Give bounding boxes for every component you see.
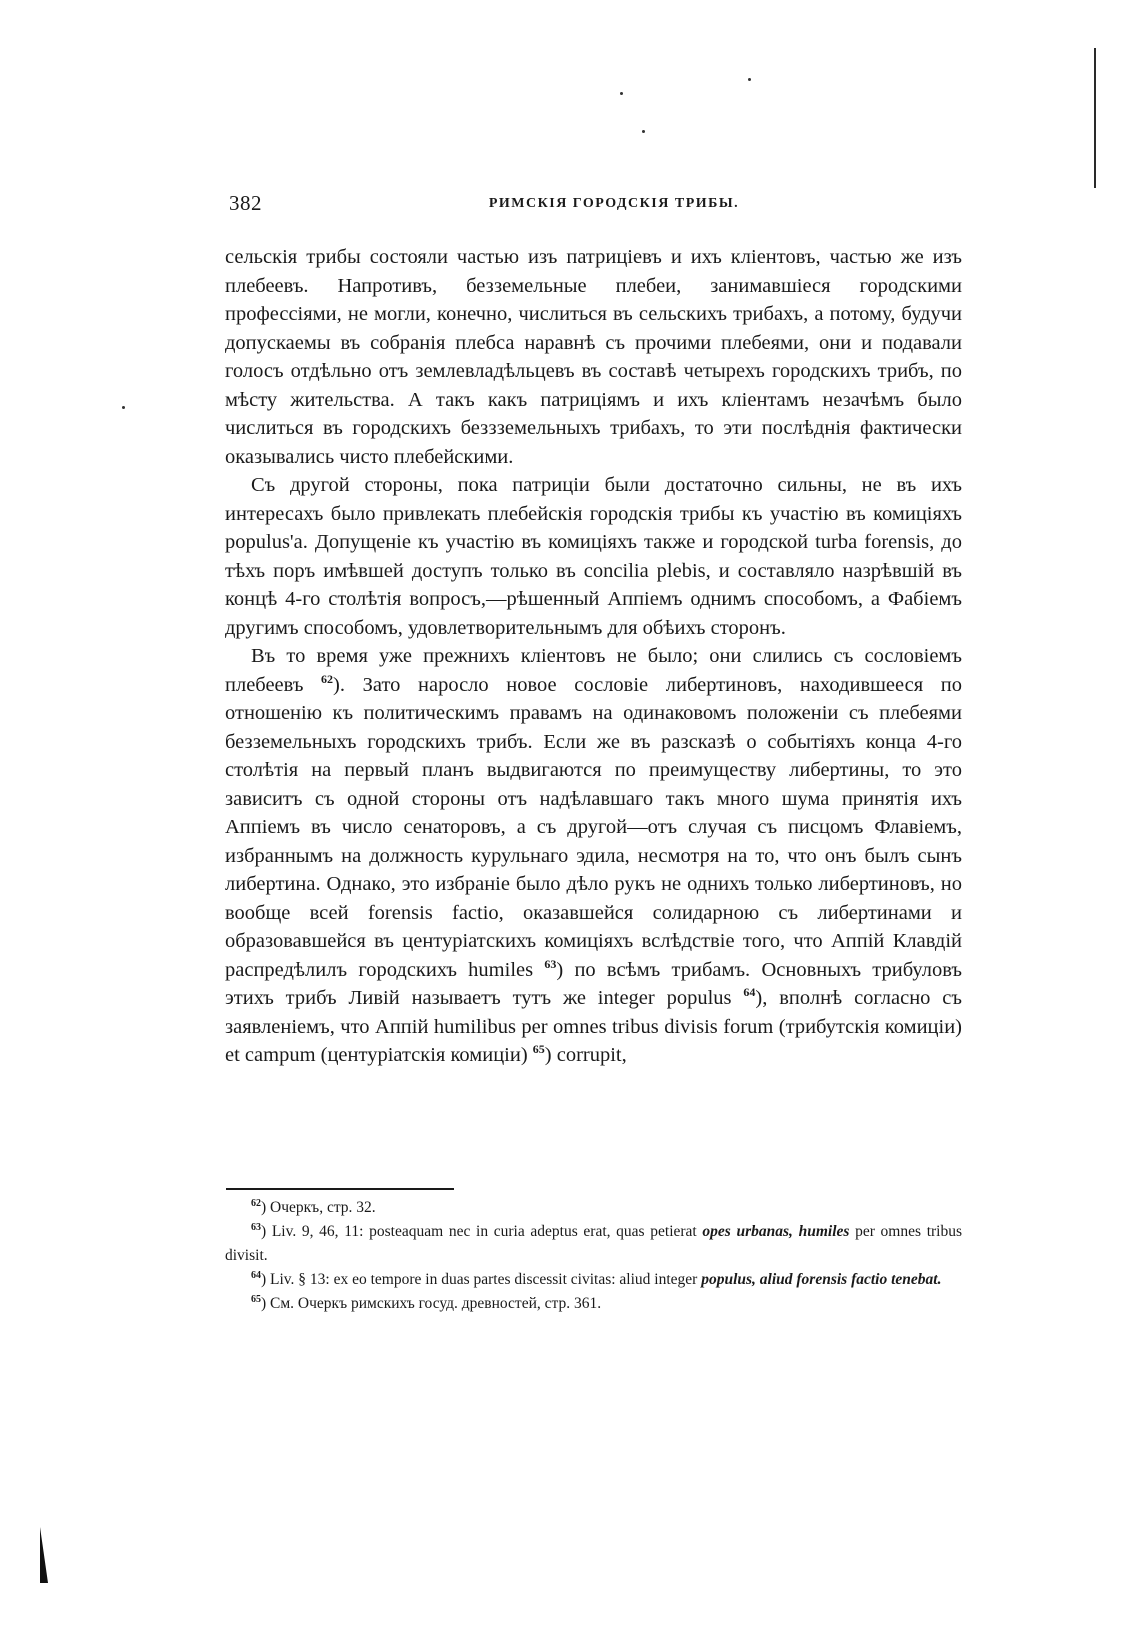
scan-edge-line xyxy=(1094,48,1096,188)
footnote xyxy=(225,1292,962,1316)
footnote-ref: 62 xyxy=(321,671,334,686)
footnote-separator xyxy=(226,1188,454,1190)
scan-speck xyxy=(620,92,623,95)
paragraph-text: ), вполнѣ согласно съ заявленіемъ, что Аппій humilibus per omnes tribus divisis forum (трибутскія комиціи) et campum (центуріатскія комиціи) xyxy=(225,987,963,1066)
scan-speck xyxy=(642,130,645,133)
paragraph-text: ) corrupit, xyxy=(544,1044,627,1066)
paragraph-text: ) по всѣмъ трибамъ. Основныхъ трибуловъ этихъ трибъ Ливій называетъ тутъ же integer populus xyxy=(225,958,962,1009)
main-text xyxy=(225,243,962,1070)
scan-speck xyxy=(122,406,125,409)
footnotes xyxy=(225,1196,962,1316)
footnote-number: 62 xyxy=(251,1198,261,1209)
running-title: РИМСКIЯ ГОРОДСКIЯ ТРИБЫ. xyxy=(488,196,740,211)
footnote-italic: opes urbanas, humiles xyxy=(702,1223,850,1240)
footnote-number: 65 xyxy=(251,1294,261,1305)
paragraph: сельскія трибы состояли частью изъ патриціевъ и ихъ кліентовъ, частью же изъ плебеевъ. Напротивъ, безземельные плебеи, занимавшіеся городскими профессіями, не могли, конечно, числиться въ сельскихъ трибахъ, а потому, будучи допускаемы въ собранія плебса наравнѣ съ прочими плебеями, они и подавали голосъ отдѣльно отъ землевладѣльцевъ въ составѣ четырехъ городскихъ трибъ, по мѣсту жительства. А такъ какъ патриціямъ и ихъ кліентамъ незачѣмъ было числиться въ городскихъ беззземельныхъ трибахъ, то эти послѣднія фактически оказывались чисто плебейскими. xyxy=(225,246,962,468)
footnote-number: 63 xyxy=(251,1222,261,1233)
footnote-number: 64 xyxy=(251,1270,261,1281)
page-header xyxy=(229,191,962,221)
footnote-text: ) Очеркъ, стр. 32. xyxy=(261,1199,376,1216)
footnote xyxy=(225,1196,962,1220)
scan-speck xyxy=(748,78,751,81)
paragraph xyxy=(225,642,962,1070)
paragraph-text: ). Зато наросло новое сословіе либертиновъ, находившееся по отношенію къ политическимъ правамъ на одинаковомъ положеніи съ плебеями безземельныхъ городскихъ трибъ. Если же въ разсказѣ о событіяхъ конца 4-го столѣтія на первый планъ выдвигаются по преимуществу либертины, то это зависитъ съ одной стороны отъ надѣлавшаго такъ много шума принятія ихъ Аппіемъ въ число сенаторовъ, а съ другой—отъ случая съ писцомъ Флавіемъ, избраннымъ на должность курульнаго эдила, несмотря на то, что онъ былъ сынъ либертина. Однако, это избраніе было дѣло рукъ не однихъ только либертиновъ, но вообще всей forensis factio, оказавшейся солидарною съ либертинами и образовавшейся въ центуріатскихъ комиціяхъ вслѣдствіе того, что Аппій Клавдій распредѣлилъ городскихъ humiles xyxy=(225,673,962,981)
paragraph: Съ другой стороны, пока патриціи были достаточно сильны, не въ ихъ интересахъ было привлекать плебейскія городскія трибы къ участію въ комиціяхъ populus'a. Допущеніе къ участію въ комиціяхъ также и городской turba forensis, до тѣхъ поръ имѣвшей доступъ только въ concilia plebis, и составляло назрѣвшій въ концѣ 4-го столѣтія вопросъ,—рѣшенный Аппіемъ однимъ способомъ, а Фабіемъ другимъ способомъ, удовлетворительнымъ для обѣихъ сторонъ. xyxy=(225,474,962,639)
footnote-text: ) См. Очеркъ римскихъ госуд. древностей, стр. 361. xyxy=(261,1295,602,1312)
footnote-tail: per omnes tribus divisit. xyxy=(225,1223,962,1264)
footnote-text: ) Liv. 9, 46, 11: posteaquam nec in curia adeptus erat, quas petierat xyxy=(261,1223,703,1240)
footnote-ref: 63 xyxy=(544,956,557,971)
footnote-ref: 64 xyxy=(743,985,756,999)
scan-corner-mark xyxy=(40,1527,48,1583)
footnote-ref: 65 xyxy=(532,1042,545,1056)
footnote xyxy=(225,1220,962,1268)
footnote-text: ) Liv. § 13: ex eo tempore in duas partes discessit civitas: aliud integer xyxy=(261,1271,702,1288)
footnote xyxy=(225,1268,962,1292)
footnote-italic: populus, aliud forensis factio tenebat. xyxy=(701,1271,942,1288)
paragraph-text: Въ то время уже прежнихъ кліентовъ не было; они слились съ сословіемъ плебеевъ xyxy=(225,645,962,696)
page-number: 382 xyxy=(229,191,262,215)
